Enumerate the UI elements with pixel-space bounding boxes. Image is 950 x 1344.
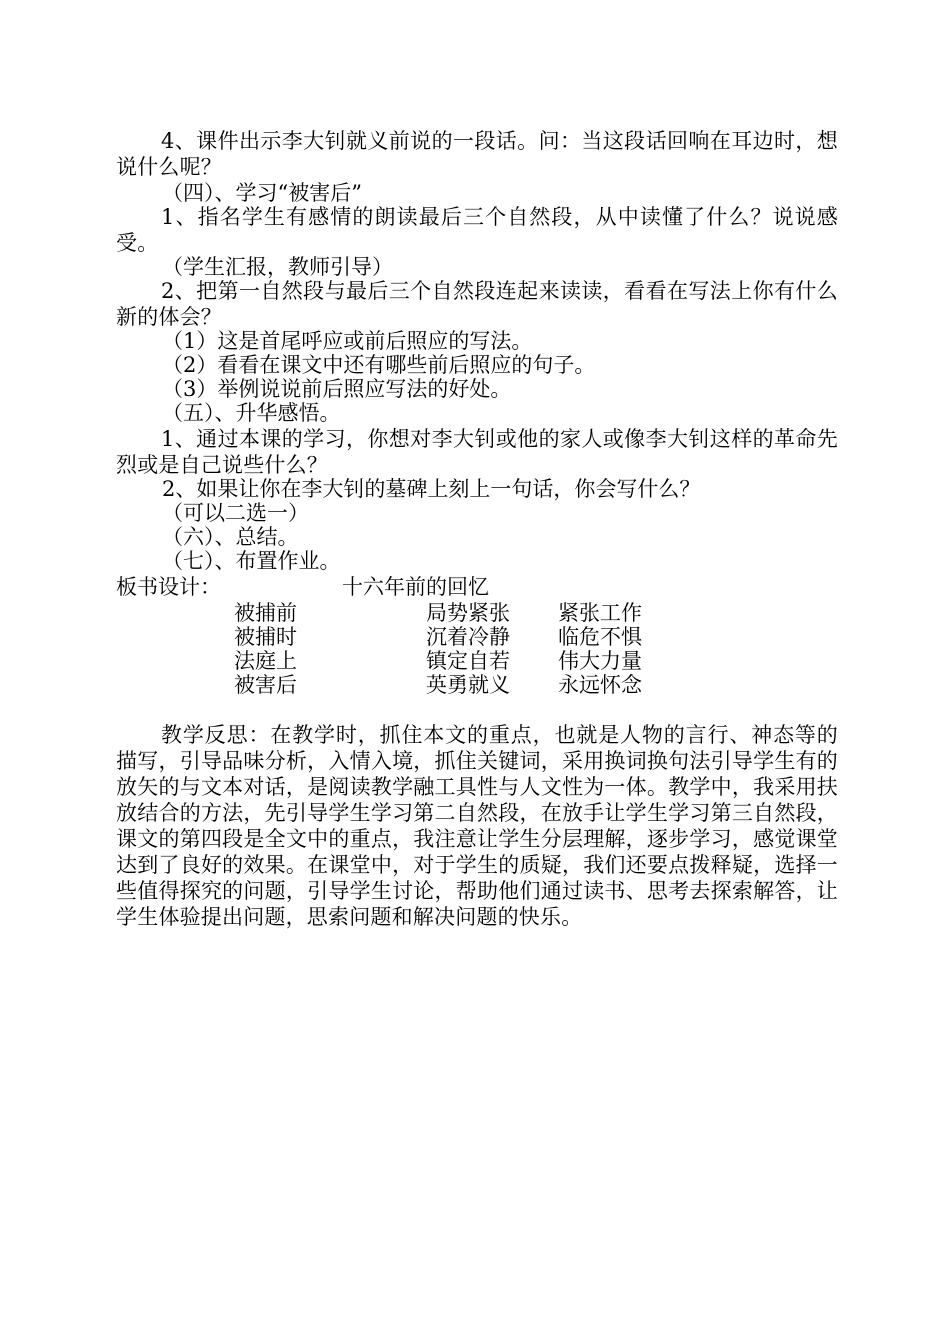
board-cell: 永远怀念 (558, 673, 642, 697)
section-heading-5: （五）、升华感悟。 (162, 401, 341, 425)
board-cell: 局势紧张 (426, 601, 510, 625)
board-cell: 被捕前 (234, 601, 297, 625)
section-heading-6: （六）、总结。 (162, 525, 299, 549)
paragraph-p3: （学生汇报，教师引导） (162, 255, 393, 279)
board-cell: 被捕时 (234, 625, 297, 649)
board-cell: 镇定自若 (426, 649, 510, 673)
board-cell: 英勇就义 (426, 673, 510, 697)
teaching-reflection: 教学反思：在教学时，抓住本文的重点，也就是人物的言行、神态等的描写，引导品味分析，入情入境，抓住关键词，采用换词换句法引导学生有的放矢的与文本对话，是阅读教学融工具性与人文性为一体。教学中，我采用扶放结合的方法，先引导学生学习第二自然段，在放手让学生学习第三自然段，课文的第四段是全文中的重点，我注意让学生分层理解，逐步学习，感觉课堂达到了良好的效果。在课堂中，对于学生的质疑，我们还要点拨释疑，选择一些值得探究的问题，引导学生讨论，帮助他们通过读书、思考去探索解答，让学生体验提出问题，思索问题和解决问题的快乐。 (116, 723, 838, 929)
list-item-3: （3）举例说说前后照应写法的好处。 (162, 377, 512, 401)
list-item-1: （1）这是首尾呼应或前后照应的写法。 (162, 329, 533, 353)
board-cell: 临危不惧 (558, 625, 642, 649)
board-label: 板书设计： (116, 575, 221, 599)
board-cell: 法庭上 (234, 649, 297, 673)
paragraph-p1: 4、课件出示李大钊就义前说的一段话。问：当这段话回响在耳边时，想说什么呢？ (116, 129, 838, 179)
list-item-2: （2）看看在课文中还有哪些前后照应的句子。 (162, 353, 596, 377)
section-heading-4: （四）、学习“被害后” (162, 181, 362, 205)
board-cell: 被害后 (234, 673, 297, 697)
paragraph-p7: （可以二选一） (162, 501, 309, 525)
paragraph-p5: 1、通过本课的学习，你想对李大钊或他的家人或像李大钊这样的革命先烈或是自己说些什么？ (116, 427, 838, 477)
paragraph-p6: 2、如果让你在李大钊的墓碑上刻上一句话，你会写什么？ (162, 477, 701, 501)
section-heading-7: （七）、布置作业。 (162, 549, 341, 573)
paragraph-p4: 2、把第一自然段与最后三个自然段连起来读读，看看在写法上你有什么新的体会？ (116, 279, 838, 329)
board-cell: 伟大力量 (558, 649, 642, 673)
board-cell: 紧张工作 (558, 601, 642, 625)
board-title: 十六年前的回忆 (342, 575, 489, 599)
board-cell: 沉着冷静 (426, 625, 510, 649)
paragraph-p2: 1、指名学生有感情的朗读最后三个自然段，从中读懂了什么？说说感受。 (116, 205, 838, 255)
